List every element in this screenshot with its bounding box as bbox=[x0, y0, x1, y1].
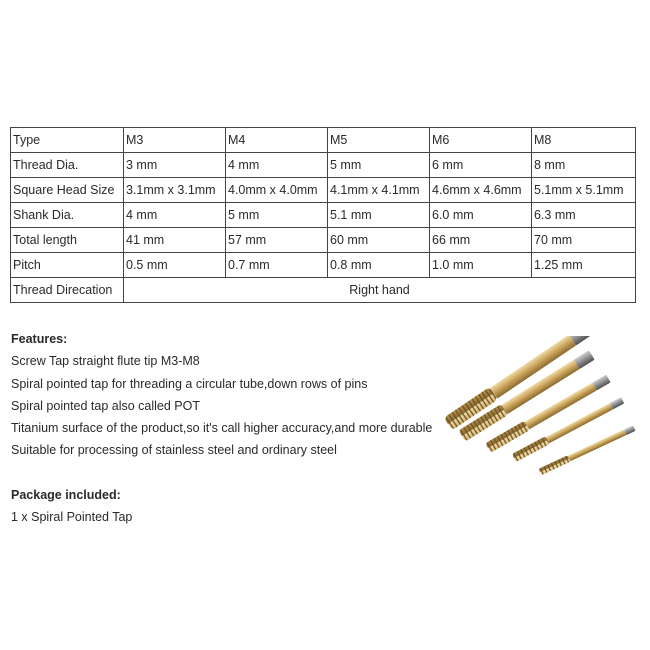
table-cell: 4.6mm x 4.6mm bbox=[430, 178, 532, 203]
table-cell: 66 mm bbox=[430, 228, 532, 253]
thread-direction-value: Right hand bbox=[124, 278, 636, 303]
table-cell: 0.8 mm bbox=[328, 253, 430, 278]
table-row bbox=[11, 128, 636, 153]
table-cell: 70 mm bbox=[532, 228, 636, 253]
package-heading: Package included: bbox=[11, 487, 121, 502]
spacer bbox=[11, 462, 432, 484]
row-label: Pitch bbox=[11, 253, 124, 278]
row-label: Thread Dia. bbox=[11, 153, 124, 178]
table-cell: 1.25 mm bbox=[532, 253, 636, 278]
table-row bbox=[11, 278, 636, 303]
feature-item: Spiral pointed tap also called POT bbox=[11, 398, 200, 413]
table-cell: M3 bbox=[124, 128, 226, 153]
table-cell: 60 mm bbox=[328, 228, 430, 253]
feature-item: Screw Tap straight flute tip M3-M8 bbox=[11, 354, 200, 369]
feature-item: Spiral pointed tap for threading a circular tube,down rows of pins bbox=[11, 376, 368, 391]
table-cell: 4 mm bbox=[226, 153, 328, 178]
table-cell: 6.3 mm bbox=[532, 203, 636, 228]
row-label: Square Head Size bbox=[11, 178, 124, 203]
table-row bbox=[11, 153, 636, 178]
table-cell: 3 mm bbox=[124, 153, 226, 178]
tap-m8 bbox=[444, 336, 597, 430]
table-cell: 3.1mm x 3.1mm bbox=[124, 178, 226, 203]
table-cell: 41 mm bbox=[124, 228, 226, 253]
table-cell: 5 mm bbox=[226, 203, 328, 228]
table-cell: 4.0mm x 4.0mm bbox=[226, 178, 328, 203]
table-cell: 0.7 mm bbox=[226, 253, 328, 278]
table-cell: 6.0 mm bbox=[430, 203, 532, 228]
table-cell: 5 mm bbox=[328, 153, 430, 178]
table-cell: 8 mm bbox=[532, 153, 636, 178]
table-row bbox=[11, 253, 636, 278]
table-cell: 0.5 mm bbox=[124, 253, 226, 278]
row-label: Thread Direcation bbox=[11, 278, 124, 303]
table-cell: 4.1mm x 4.1mm bbox=[328, 178, 430, 203]
table-row bbox=[11, 203, 636, 228]
table-cell: 5.1mm x 5.1mm bbox=[532, 178, 636, 203]
table-cell: M5 bbox=[328, 128, 430, 153]
package-item: 1 x Spiral Pointed Tap bbox=[11, 510, 133, 525]
table-cell: M8 bbox=[532, 128, 636, 153]
description-block bbox=[11, 328, 432, 528]
table-row bbox=[11, 228, 636, 253]
table-cell: M4 bbox=[226, 128, 328, 153]
row-label: Total length bbox=[11, 228, 124, 253]
feature-item: Suitable for processing of stainless steel and ordinary steel bbox=[11, 443, 337, 458]
table-cell: 1.0 mm bbox=[430, 253, 532, 278]
tap-set-image bbox=[440, 336, 645, 481]
row-label: Type bbox=[11, 128, 124, 153]
table-cell: 57 mm bbox=[226, 228, 328, 253]
table-cell: 5.1 mm bbox=[328, 203, 430, 228]
spec-table bbox=[10, 127, 636, 303]
features-heading: Features: bbox=[11, 332, 68, 346]
row-label: Shank Dia. bbox=[11, 203, 124, 228]
table-cell: 6 mm bbox=[430, 153, 532, 178]
table-row bbox=[11, 178, 636, 203]
table-cell: 4 mm bbox=[124, 203, 226, 228]
tap-m3 bbox=[539, 425, 636, 475]
table-cell: M6 bbox=[430, 128, 532, 153]
feature-item: Titanium surface of the product,so it's call higher accuracy,and more durable bbox=[11, 421, 433, 436]
